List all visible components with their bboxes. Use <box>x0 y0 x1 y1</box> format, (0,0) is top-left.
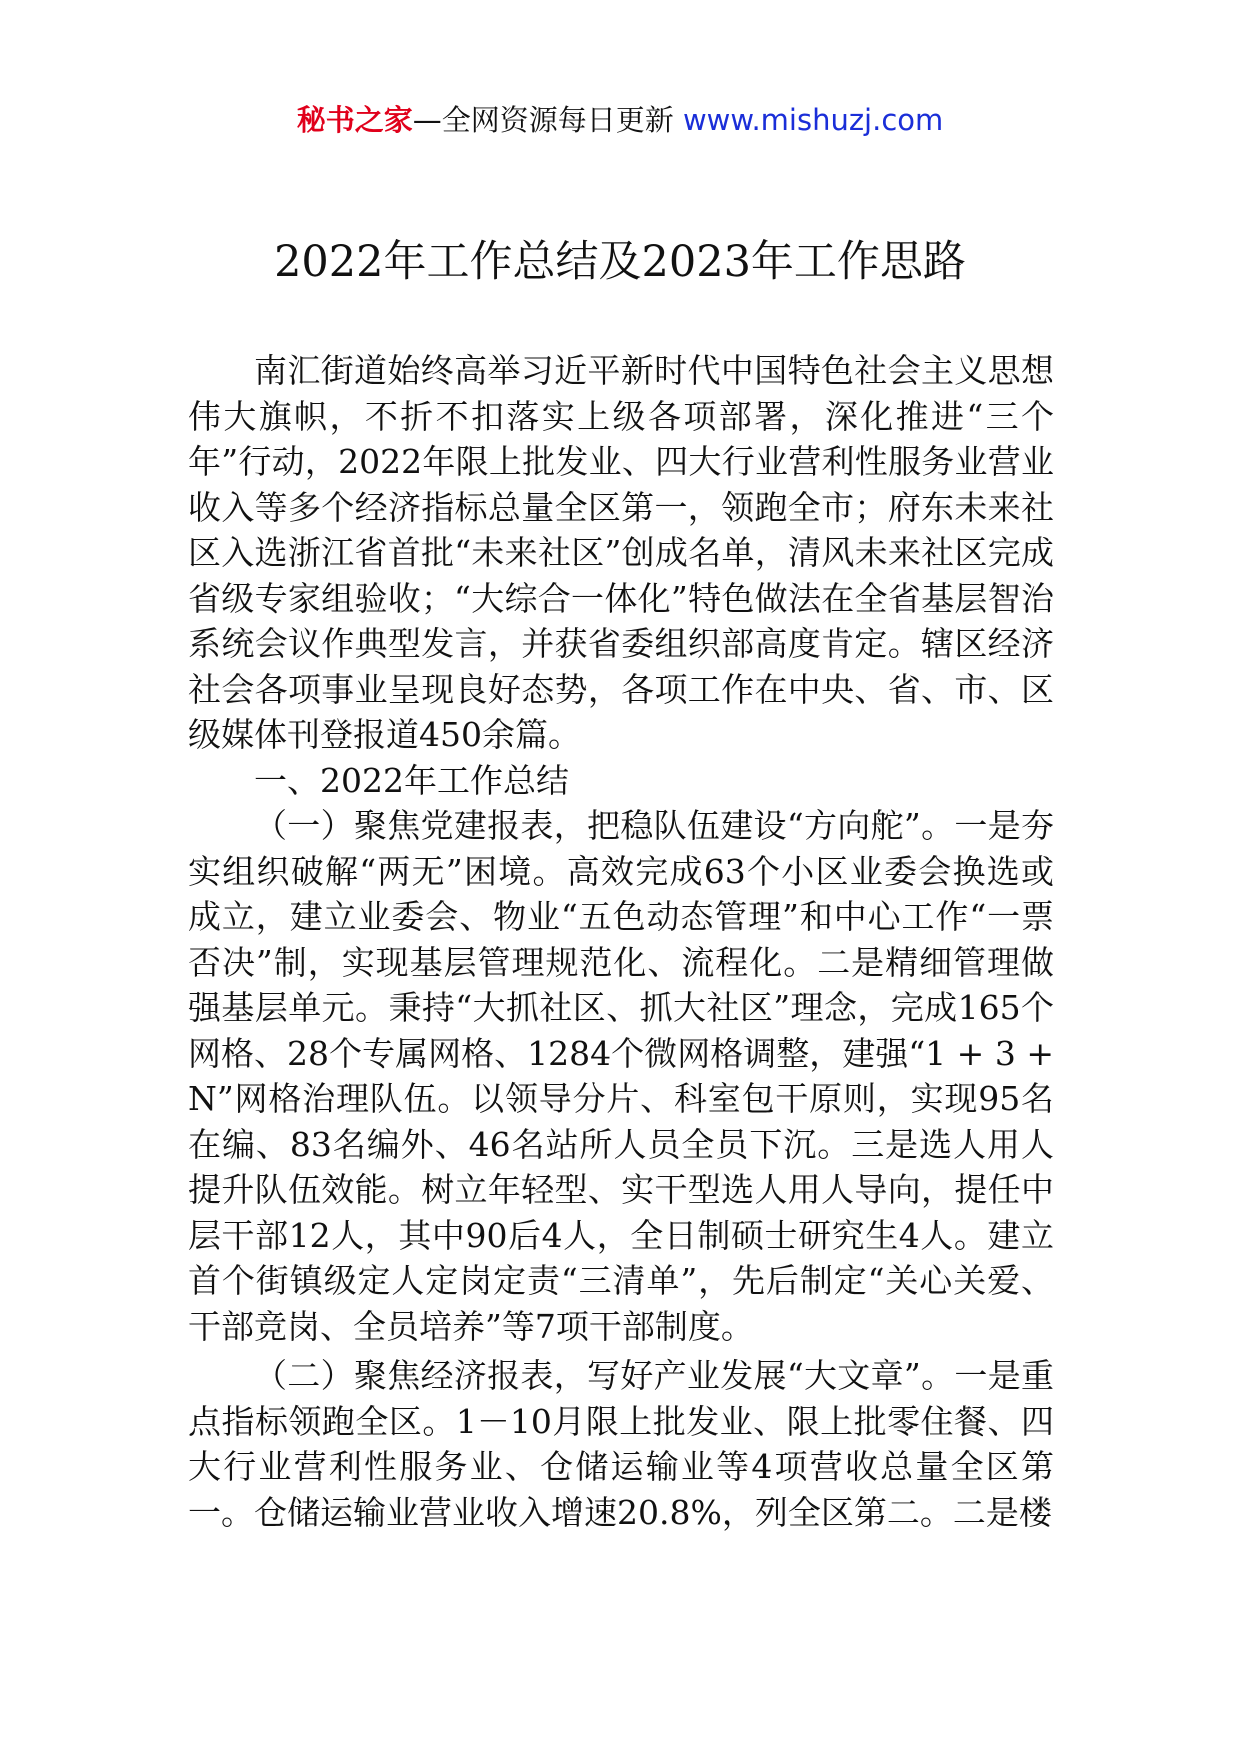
document-title: 2022年工作总结及2023年工作思路 <box>274 237 966 287</box>
site-url-link[interactable]: www.mishuzj.com <box>682 103 944 137</box>
site-header-banner <box>0 100 1240 140</box>
brand-name: 秘书之家 <box>296 103 413 137</box>
intro-paragraph: 南汇街道始终高举习近平新时代中国特色社会主义思想伟大旗帜，不折不扣落实上级各项部署，深化推进“三个年”行动，2022年限上批发业、四大行业营利性服务业营业收入等多个经济指标总量全区第一，领跑全市；府东未来社区入选浙江省首批“未来社区”创成名单，清风未来社区完成省级专家组验收；“大综合一体化”特色做法在全省基层智治系统会议作典型发言，并获省委组织部高度肯定。辖区经济社会各项事业呈现良好态势，各项工作在中央、省、市、区级媒体刊登报道450余篇。 <box>188 351 1054 754</box>
document-body <box>188 348 1054 1535</box>
section-heading-2022-summary: 一、2022年工作总结 <box>254 760 569 800</box>
section1-paragraph-economy: （二）聚焦经济报表，写好产业发展“大文章”。一是重点指标领跑全区。1－10月限上批发业、限上批零住餐、四大行业营利性服务业、仓储运输业等4项营收总量全区第一。仓储运输业营业收入增速20.8%，列全区第二。二是楼 <box>188 1356 1054 1532</box>
site-slogan: —全网资源每日更新 <box>412 103 683 137</box>
section1-paragraph-party-building: （一）聚焦党建报表，把稳队伍建设“方向舵”。一是夯实组织破解“两无”困境。高效完成63个小区业委会换选或成立，建立业委会、物业“五色动态管理”和中心工作“一票否决”制，实现基层管理规范化、流程化。二是精细管理做强基层单元。秉持“大抓社区、抓大社区”理念，完成165个网格、28个专属网格、1284个微网格调整，建强“1 + 3 + N”网格治理队伍。以领导分片、科室包干原则，实现95名在编、83名编外、46名站所人员全员下沉。三是选人用人提升队伍效能。树立年轻型、实干型选人用人导向，提任中层干部12人，其中90后4人，全日制硕士研究生4人。建立首个街镇级定人定岗定责“三清单”，先后制定“关心关爱、干部竞岗、全员培养”等7项干部制度。 <box>188 806 1054 1346</box>
